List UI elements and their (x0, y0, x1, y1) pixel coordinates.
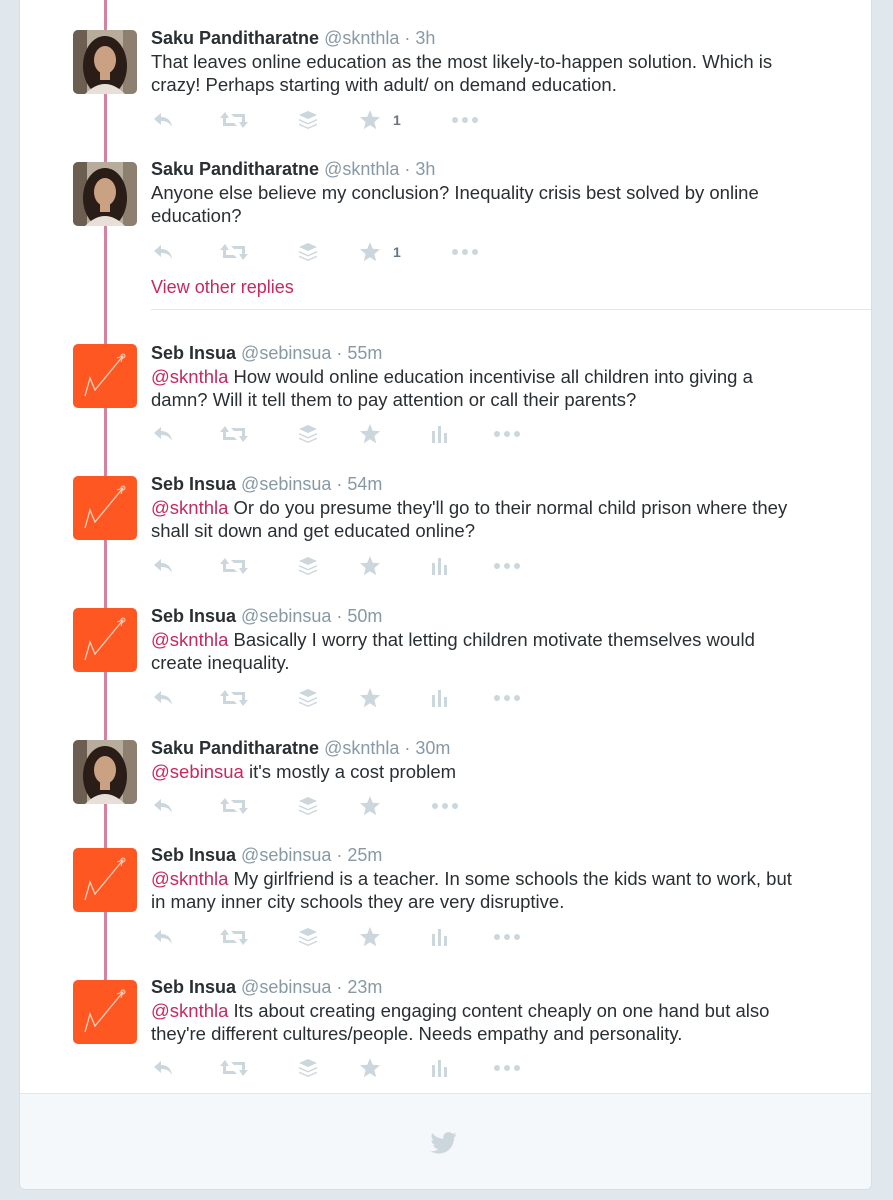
buffer-icon (298, 108, 318, 132)
thread-line (104, 804, 107, 848)
buffer-button[interactable] (298, 422, 318, 446)
favorite-button[interactable] (359, 240, 401, 264)
avatar[interactable] (73, 344, 137, 408)
author-handle[interactable]: @sebinsua (241, 977, 332, 997)
retweet-icon (219, 686, 249, 710)
timestamp[interactable]: 50m (347, 606, 383, 626)
buffer-icon (298, 925, 318, 949)
analytics-button[interactable] (431, 925, 449, 949)
retweet-button[interactable] (219, 794, 249, 818)
retweet-button[interactable] (219, 554, 249, 578)
avatar[interactable] (73, 30, 137, 94)
buffer-button[interactable] (298, 1056, 318, 1080)
favorite-icon (359, 108, 381, 132)
divider (151, 309, 871, 310)
author-name[interactable]: Saku Panditharatne (151, 738, 320, 758)
timestamp[interactable]: 3h (415, 159, 436, 179)
author-name[interactable]: Saku Panditharatne (151, 28, 320, 48)
author-name[interactable]: Seb Insua (151, 343, 237, 363)
tweet-text: @sknthla Or do you presume they'll go to their normal child prison where they shall sit down and get educated online? (151, 497, 788, 541)
analytics-icon (431, 422, 449, 446)
mention-link[interactable]: @sknthla (151, 1000, 229, 1021)
favorite-button[interactable] (359, 108, 401, 132)
more-button[interactable] (493, 925, 521, 949)
timestamp[interactable]: 54m (347, 474, 383, 494)
separator: · (331, 606, 348, 626)
separator: · (331, 343, 348, 363)
avatar[interactable] (73, 980, 137, 1044)
reply-button[interactable] (151, 554, 175, 578)
buffer-button[interactable] (298, 686, 318, 710)
favorite-button[interactable] (359, 925, 381, 949)
thread-line (104, 94, 107, 162)
timestamp[interactable]: 30m (415, 738, 451, 758)
retweet-icon (219, 794, 249, 818)
reply-icon (151, 686, 175, 710)
author-name[interactable]: Seb Insua (151, 606, 237, 626)
retweet-icon (219, 240, 249, 264)
reply-icon (151, 108, 175, 132)
more-button[interactable] (493, 1056, 521, 1080)
tweet-text: @sknthla My girlfriend is a teacher. In some schools the kids want to work, but in many inner city schools they are very disruptive. (151, 868, 792, 912)
favorite-icon (359, 794, 381, 818)
separator: · (331, 845, 348, 865)
analytics-button[interactable] (431, 686, 449, 710)
reply-button[interactable] (151, 794, 175, 818)
favorite-icon (359, 925, 381, 949)
thread-line (104, 912, 107, 980)
favorite-icon (359, 554, 381, 578)
analytics-icon (431, 925, 449, 949)
view-other-replies-link[interactable]: View other replies (151, 277, 294, 297)
author-name[interactable]: Seb Insua (151, 977, 237, 997)
avatar[interactable] (73, 162, 137, 226)
retweet-icon (219, 422, 249, 446)
more-icon (493, 1056, 521, 1080)
favorite-button[interactable] (359, 422, 381, 446)
mention-link[interactable]: @sknthla (151, 366, 229, 387)
more-icon (451, 108, 479, 132)
separator: · (331, 474, 348, 494)
favorite-count: 1 (393, 244, 401, 260)
analytics-icon (431, 686, 449, 710)
author-name[interactable]: Saku Panditharatne (151, 159, 320, 179)
more-button[interactable] (493, 686, 521, 710)
reply-icon (151, 794, 175, 818)
more-button[interactable] (451, 240, 479, 264)
tweet-text: @sknthla Its about creating engaging content cheaply on one hand but also they're different cultures/people. Needs empathy and personality. (151, 1000, 770, 1044)
twitter-bird-icon (430, 1132, 458, 1154)
reply-icon (151, 925, 175, 949)
more-icon (493, 925, 521, 949)
timestamp[interactable]: 25m (347, 845, 383, 865)
author-handle[interactable]: @sebinsua (241, 845, 332, 865)
more-button[interactable] (451, 108, 479, 132)
avatar[interactable] (73, 476, 137, 540)
retweet-icon (219, 925, 249, 949)
author-handle[interactable]: @sebinsua (241, 474, 332, 494)
buffer-button[interactable] (298, 925, 318, 949)
separator: · (399, 28, 416, 48)
mention-link[interactable]: @sknthla (151, 629, 229, 650)
reply-icon (151, 240, 175, 264)
mention-link[interactable]: @sebinsua (151, 761, 244, 782)
analytics-icon (431, 554, 449, 578)
more-icon (493, 686, 521, 710)
favorite-icon (359, 240, 381, 264)
more-icon (451, 240, 479, 264)
favorite-icon (359, 686, 381, 710)
tweet-text: @sebinsua it's mostly a cost problem (151, 761, 457, 782)
mention-link[interactable]: @sknthla (151, 868, 229, 889)
buffer-button[interactable] (298, 794, 318, 818)
separator: · (399, 738, 416, 758)
analytics-button[interactable] (431, 1056, 449, 1080)
tweet-text: Anyone else believe my conclusion? Inequality crisis best solved by online education? (151, 182, 759, 226)
buffer-button[interactable] (298, 108, 318, 132)
favorite-button[interactable] (359, 794, 381, 818)
author-name[interactable]: Seb Insua (151, 474, 237, 494)
retweet-button[interactable] (219, 686, 249, 710)
more-button[interactable] (431, 794, 459, 818)
more-button[interactable] (493, 554, 521, 578)
buffer-icon (298, 422, 318, 446)
more-button[interactable] (493, 422, 521, 446)
favorite-icon (359, 422, 381, 446)
buffer-icon (298, 794, 318, 818)
buffer-button[interactable] (298, 240, 318, 264)
favorite-button[interactable] (359, 554, 381, 578)
avatar[interactable] (73, 608, 137, 672)
reply-icon (151, 1056, 175, 1080)
retweet-icon (219, 1056, 249, 1080)
retweet-icon (219, 554, 249, 578)
retweet-icon (219, 108, 249, 132)
author-handle[interactable]: @sknthla (324, 738, 400, 758)
reply-button[interactable] (151, 240, 175, 264)
thread-line (104, 0, 107, 30)
tweet-text: That leaves online education as the most likely-to-happen solution. Which is crazy! Perhaps starting with adult/ on demand education. (151, 51, 773, 95)
reply-button[interactable] (151, 1056, 175, 1080)
favorite-button[interactable] (359, 686, 381, 710)
analytics-icon (431, 1056, 449, 1080)
reply-icon (151, 422, 175, 446)
conversation-panel (19, 0, 872, 1190)
separator: · (331, 977, 348, 997)
timestamp[interactable]: 55m (347, 343, 383, 363)
conversation-footer (20, 1093, 871, 1190)
reply-button[interactable] (151, 925, 175, 949)
tweet-text: @sknthla Basically I worry that letting children motivate themselves would create inequality. (151, 629, 755, 673)
buffer-icon (298, 686, 318, 710)
reply-button[interactable] (151, 686, 175, 710)
thread-line (104, 408, 107, 476)
buffer-icon (298, 1056, 318, 1080)
retweet-button[interactable] (219, 108, 249, 132)
buffer-button[interactable] (298, 554, 318, 578)
reply-icon (151, 554, 175, 578)
timestamp[interactable]: 3h (415, 28, 436, 48)
avatar[interactable] (73, 740, 137, 804)
avatar[interactable] (73, 848, 137, 912)
analytics-button[interactable] (431, 422, 449, 446)
separator: · (399, 159, 416, 179)
retweet-button[interactable] (219, 1056, 249, 1080)
favorite-icon (359, 1056, 381, 1080)
retweet-button[interactable] (219, 422, 249, 446)
reply-button[interactable] (151, 108, 175, 132)
more-icon (493, 554, 521, 578)
retweet-button[interactable] (219, 240, 249, 264)
buffer-icon (298, 554, 318, 578)
mention-link[interactable]: @sknthla (151, 497, 229, 518)
reply-button[interactable] (151, 422, 175, 446)
author-handle[interactable]: @sebinsua (241, 343, 332, 363)
timestamp[interactable]: 23m (347, 977, 383, 997)
tweet-text: @sknthla How would online education incentivise all children into giving a damn? Will it tell them to pay attention or call their parents? (151, 366, 753, 410)
buffer-icon (298, 240, 318, 264)
author-name[interactable]: Seb Insua (151, 845, 237, 865)
favorite-button[interactable] (359, 1056, 381, 1080)
favorite-count: 1 (393, 112, 401, 128)
more-icon (493, 422, 521, 446)
thread-line (104, 540, 107, 608)
thread-line (104, 226, 107, 344)
more-icon (431, 794, 459, 818)
retweet-button[interactable] (219, 925, 249, 949)
thread-line (104, 672, 107, 740)
author-handle[interactable]: @sknthla (324, 159, 400, 179)
analytics-button[interactable] (431, 554, 449, 578)
author-handle[interactable]: @sebinsua (241, 606, 332, 626)
author-handle[interactable]: @sknthla (324, 28, 400, 48)
